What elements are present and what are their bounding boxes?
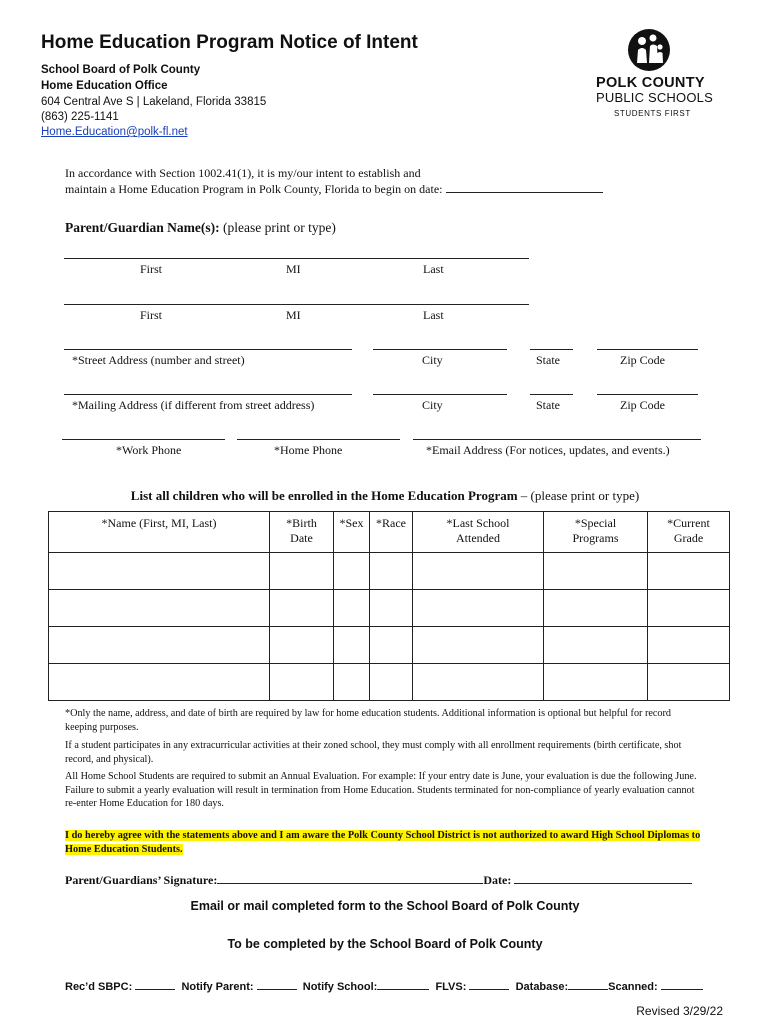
table-row	[49, 664, 730, 701]
street-city-field[interactable]	[373, 349, 507, 350]
parent-heading	[65, 220, 336, 236]
office-name: Home Education Office	[41, 80, 168, 92]
database-label: Database:	[515, 981, 569, 993]
org-name: School Board of Polk County	[41, 64, 201, 76]
office-use-row	[65, 979, 703, 993]
note-annual-evaluation: All Home School Students are required to submit an Annual Evaluation. For example: If your entry date is June, your evaluation is due the following June. Failure to submit a yearly evaluation will result in termination from Home Education. Students terminated for non-compliance of yearly evaluation cannot re-enter Home Education for 180 days.	[65, 771, 697, 809]
table-cell[interactable]	[544, 590, 648, 627]
agreement-statement	[65, 829, 711, 857]
children-heading-rest: – (please print or type)	[517, 488, 640, 503]
family-silhouette-icon	[627, 28, 671, 72]
flvs-label: FLVS:	[435, 981, 467, 993]
children-table	[48, 511, 730, 701]
form-title: Home Education Program Notice of Intent	[41, 32, 418, 53]
street-address-label: *Street Address (number and street)	[72, 353, 245, 367]
table-cell[interactable]	[270, 627, 334, 664]
home-phone-label: *Home Phone	[274, 443, 343, 457]
table-cell[interactable]	[370, 627, 413, 664]
col-name-header	[49, 512, 270, 553]
office-email-link[interactable]: Home.Education@polk-fl.net	[41, 126, 188, 138]
signature-date-label: Date:	[483, 873, 512, 887]
parent1-mi-label: MI	[286, 262, 301, 276]
mailing-address-field[interactable]	[64, 394, 352, 395]
home-phone-field[interactable]	[237, 439, 400, 440]
work-phone-field[interactable]	[62, 439, 225, 440]
col-last-school-header	[413, 512, 544, 553]
table-cell[interactable]	[413, 553, 544, 590]
note-required-fields: *Only the name, address, and date of birth are required by law for home education students. Additional information is optional but helpful for record keeping purposes.	[65, 708, 671, 733]
children-heading-bold: List all children who will be enrolled in the Home Education Program	[130, 488, 518, 503]
received-label: Rec’d SBPC:	[65, 981, 133, 993]
col-special-line2: Programs	[572, 531, 619, 545]
office-address: 604 Central Ave S | Lakeland, Florida 33815	[41, 96, 267, 108]
logo-tagline: STUDENTS FIRST	[614, 109, 691, 118]
received-field[interactable]	[135, 979, 175, 990]
col-school-line2: Attended	[456, 531, 500, 545]
polk-logo	[596, 28, 713, 120]
table-cell[interactable]	[544, 553, 648, 590]
parent1-first-label: First	[140, 262, 163, 276]
col-grade-line1: *Current	[667, 516, 710, 530]
signature-field[interactable]	[217, 871, 483, 884]
revised-date: Revised 3/29/22	[636, 1004, 723, 1018]
table-cell[interactable]	[334, 553, 370, 590]
street-state-label: State	[536, 353, 560, 367]
signature-date-field[interactable]	[514, 871, 692, 884]
table-cell[interactable]	[648, 627, 730, 664]
table-cell[interactable]	[370, 590, 413, 627]
mailing-city-field[interactable]	[373, 394, 507, 395]
mailing-address-label: *Mailing Address (if different from street address)	[72, 398, 315, 412]
parent2-first-label: First	[140, 308, 163, 322]
table-cell[interactable]	[648, 553, 730, 590]
notify-parent-field[interactable]	[257, 979, 297, 990]
table-row	[49, 627, 730, 664]
note-extracurricular: If a student participates in any extracurricular activities at their zoned school, they must comply with all enrollment requirements (birth certificate, shot record, and physical).	[65, 740, 682, 765]
email-address-field[interactable]	[413, 439, 701, 440]
mailing-city-label: City	[422, 398, 443, 412]
table-cell[interactable]	[49, 627, 270, 664]
parent2-mi-label: MI	[286, 308, 301, 322]
children-heading	[0, 488, 770, 504]
table-cell[interactable]	[334, 627, 370, 664]
col-sex-line1: *Sex	[339, 516, 364, 530]
table-cell[interactable]	[270, 664, 334, 701]
submit-instruction: Email or mail completed form to the School Board of Polk County	[190, 899, 580, 913]
table-cell[interactable]	[544, 664, 648, 701]
mailing-state-label: State	[536, 398, 560, 412]
col-grade-line2: Grade	[673, 531, 704, 545]
table-cell[interactable]	[334, 590, 370, 627]
logo-line-1: POLK COUNTY	[596, 75, 705, 91]
notify-parent-label: Notify Parent:	[181, 981, 254, 993]
col-sex-header	[334, 512, 370, 553]
children-table-header	[49, 512, 730, 553]
parent-heading-rest: (please print or type)	[219, 220, 336, 235]
street-zip-field[interactable]	[597, 349, 698, 350]
col-special-line1: *Special	[574, 516, 617, 530]
col-current-grade-header	[648, 512, 730, 553]
mailing-state-field[interactable]	[530, 394, 573, 395]
table-row	[49, 553, 730, 590]
parent2-name-field[interactable]	[64, 304, 529, 305]
table-cell[interactable]	[648, 664, 730, 701]
logo-line-2: PUBLIC SCHOOLS	[596, 90, 713, 105]
table-cell[interactable]	[648, 590, 730, 627]
office-phone: (863) 225-1141	[41, 111, 119, 123]
notify-school-field[interactable]	[377, 979, 429, 990]
street-zip-label: Zip Code	[620, 353, 665, 367]
table-cell[interactable]	[370, 664, 413, 701]
street-state-field[interactable]	[530, 349, 573, 350]
table-cell[interactable]	[270, 590, 334, 627]
col-race-header	[370, 512, 413, 553]
flvs-field[interactable]	[469, 979, 509, 990]
start-date-field[interactable]	[446, 181, 603, 193]
col-special-programs-header	[544, 512, 648, 553]
intro-text-1: In accordance with Section 1002.41(1), it is my/our intent to establish and	[65, 166, 421, 180]
email-address-label: *Email Address (For notices, updates, and events.)	[426, 443, 670, 457]
signature-label: Parent/Guardians’ Signature:	[65, 873, 218, 887]
table-cell[interactable]	[413, 590, 544, 627]
table-cell[interactable]	[49, 553, 270, 590]
mailing-zip-field[interactable]	[597, 394, 698, 395]
signature-row	[65, 871, 692, 888]
table-cell[interactable]	[413, 627, 544, 664]
col-birth-line1: *Birth	[286, 516, 317, 530]
notify-school-label: Notify School:	[302, 981, 378, 993]
table-cell[interactable]	[544, 627, 648, 664]
street-address-field[interactable]	[64, 349, 352, 350]
table-cell[interactable]	[413, 664, 544, 701]
office-use-heading: To be completed by the School Board of Polk County	[227, 937, 543, 951]
database-field[interactable]	[568, 979, 608, 990]
col-birth-line2: Date	[290, 531, 313, 545]
col-school-line1: *Last School	[446, 516, 510, 530]
table-cell[interactable]	[370, 553, 413, 590]
col-race-line1: *Race	[376, 516, 406, 530]
table-cell[interactable]	[334, 664, 370, 701]
col-name-line1: *Name (First, MI, Last)	[101, 516, 217, 530]
scanned-field[interactable]	[661, 979, 703, 990]
table-cell[interactable]	[270, 553, 334, 590]
table-row	[49, 590, 730, 627]
intro-text-2-label: maintain a Home Education Program in Polk County, Florida to begin on date:	[65, 182, 443, 196]
agreement-text: I do hereby agree with the statements above and I am aware the Polk County School District is not authorized to award High School Diplomas to Home Education Students.	[65, 830, 701, 855]
street-city-label: City	[422, 353, 443, 367]
table-cell[interactable]	[49, 590, 270, 627]
parent1-name-field[interactable]	[64, 258, 529, 259]
col-birth-date-header	[270, 512, 334, 553]
work-phone-label: *Work Phone	[116, 443, 182, 457]
parent1-last-label: Last	[423, 262, 444, 276]
intro-text-2	[65, 181, 603, 197]
table-cell[interactable]	[49, 664, 270, 701]
parent-heading-bold: Parent/Guardian Name(s):	[65, 220, 220, 235]
parent2-last-label: Last	[423, 308, 444, 322]
mailing-zip-label: Zip Code	[620, 398, 665, 412]
scanned-label: Scanned:	[608, 981, 658, 993]
